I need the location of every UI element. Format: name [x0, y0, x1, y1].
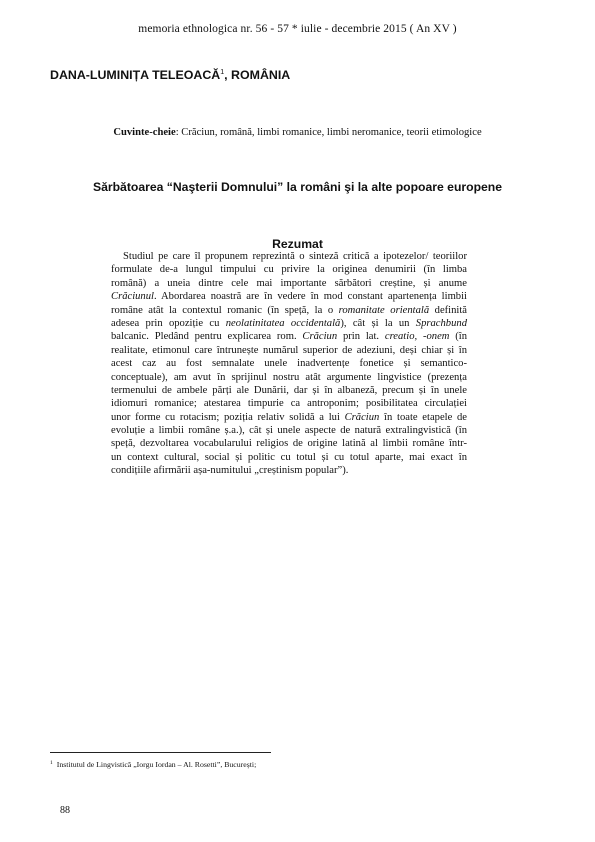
abstract-text: ), cât și la un	[340, 317, 416, 329]
abstract-text: termenului de ambele părți ale Dunării, dar și în albaneză, precum și în unele	[111, 384, 467, 396]
abstract-text: realitate, etimonul care întrunește numărul superior de adeziuni, deși chiar și în	[111, 344, 467, 356]
abstract-body	[111, 250, 467, 478]
keywords-label: Cuvinte-cheie	[113, 127, 176, 138]
abstract-italic-term: Crăciun	[344, 411, 380, 423]
page-number: 88	[60, 805, 70, 816]
keywords-text: Crăciun, română, limbi romanice, limbi neromanice, teorii etimologice	[181, 127, 482, 138]
abstract-text: prin lat.	[337, 331, 385, 343]
abstract-line	[111, 344, 467, 357]
abstract-text: română) a uneia dintre cele mai importante sărbători creștine, și anume	[111, 277, 467, 289]
abstract-text: în toate etapele de	[379, 411, 468, 423]
keywords-separator: :	[175, 127, 182, 138]
abstract-text: acest caz au fost semnalate unele inadvertențe fonetice și semantico-	[111, 358, 467, 370]
abstract-line	[111, 357, 467, 370]
abstract-text: speță, dezvoltarea vocabularului religios de origine latină al limbii române într-	[111, 438, 467, 450]
abstract-italic-term: romanitate orientală	[338, 304, 430, 316]
abstract-text: . Abordarea noastră are în vedere în mod constant apartenența limbii	[153, 291, 467, 303]
abstract-text: (în	[449, 331, 467, 343]
abstract-italic-term: Crăciun	[302, 331, 338, 343]
abstract-line	[111, 464, 467, 477]
abstract-line	[111, 371, 467, 384]
abstract-line	[111, 277, 467, 290]
abstract-text: evoluție a limbii române ș.a.), cât și unele aspecte de natură extralingvistică (în	[111, 425, 467, 437]
abstract-italic-term: creatio, -onem	[384, 331, 450, 343]
article-title: Sărbătoarea “Naşterii Domnului” la români şi la alte popoare europene	[92, 180, 503, 194]
abstract-line	[111, 424, 467, 437]
abstract-line	[111, 304, 467, 317]
abstract-line	[111, 290, 467, 303]
running-head: memoria ethnologica nr. 56 - 57 * iulie - decembrie 2015 ( An XV )	[138, 23, 457, 35]
abstract-line	[111, 250, 467, 263]
author-line	[50, 68, 290, 82]
keywords	[0, 127, 595, 138]
abstract-text: un context cultural, social și politic cu totul și cu totul aparte, mai exact în	[111, 451, 467, 463]
footnote-divider	[50, 752, 271, 753]
abstract-text: adesea prin opoziție cu	[111, 317, 226, 329]
footnote	[50, 760, 256, 769]
footnote-text: Institutul de Lingvistică „Iorgu Iordan – Al. Rosetti”, București;	[56, 760, 257, 769]
abstract-text: unor forme cu rotacism; poziția relativ solidă a lui	[111, 411, 345, 423]
abstract-line	[111, 451, 467, 464]
abstract-text: balcanic. Pledând pentru explicarea rom.	[111, 331, 303, 343]
abstract-text: Studiul pe care îl propunem reprezintă o sinteză critică a ipotezelor/ teoriilor	[123, 251, 467, 262]
abstract-text: definită	[429, 304, 468, 316]
abstract-line	[111, 384, 467, 397]
abstract-italic-term: Crăciunul	[111, 291, 154, 303]
abstract-italic-term: Sprachbund	[415, 317, 467, 329]
abstract-text: formulate de-a lungul timpului cu privire la originea denumirii (în limba	[111, 264, 467, 276]
abstract-line	[111, 437, 467, 450]
abstract-line	[111, 411, 467, 424]
abstract-line	[111, 330, 467, 343]
abstract-text: române atât la contextul romanic (în speță, la o	[111, 304, 339, 316]
abstract-text: idiomuri romanice; atestarea timpurie ca antroponim; posibilitatea circulației	[111, 398, 467, 410]
abstract-line	[111, 263, 467, 276]
author-country: , ROMÂNIA	[224, 68, 291, 82]
abstract-text: conceptuale), am avut în sprijinul nostru atât argumente lingvistice (prezența	[111, 371, 467, 383]
abstract-line	[111, 317, 467, 330]
footnote-mark: 1	[50, 760, 53, 766]
abstract-text: condițiile afirmării așa-numitului „creștinism popular”).	[111, 465, 349, 477]
abstract-italic-term: neolatinitatea occidentală	[225, 317, 341, 329]
abstract-heading: Rezumat	[272, 237, 323, 251]
author-footnote-mark[interactable]: 1	[220, 69, 225, 76]
author-name: DANA-LUMINIȚA TELEOACĂ	[50, 68, 221, 82]
abstract-line	[111, 397, 467, 410]
